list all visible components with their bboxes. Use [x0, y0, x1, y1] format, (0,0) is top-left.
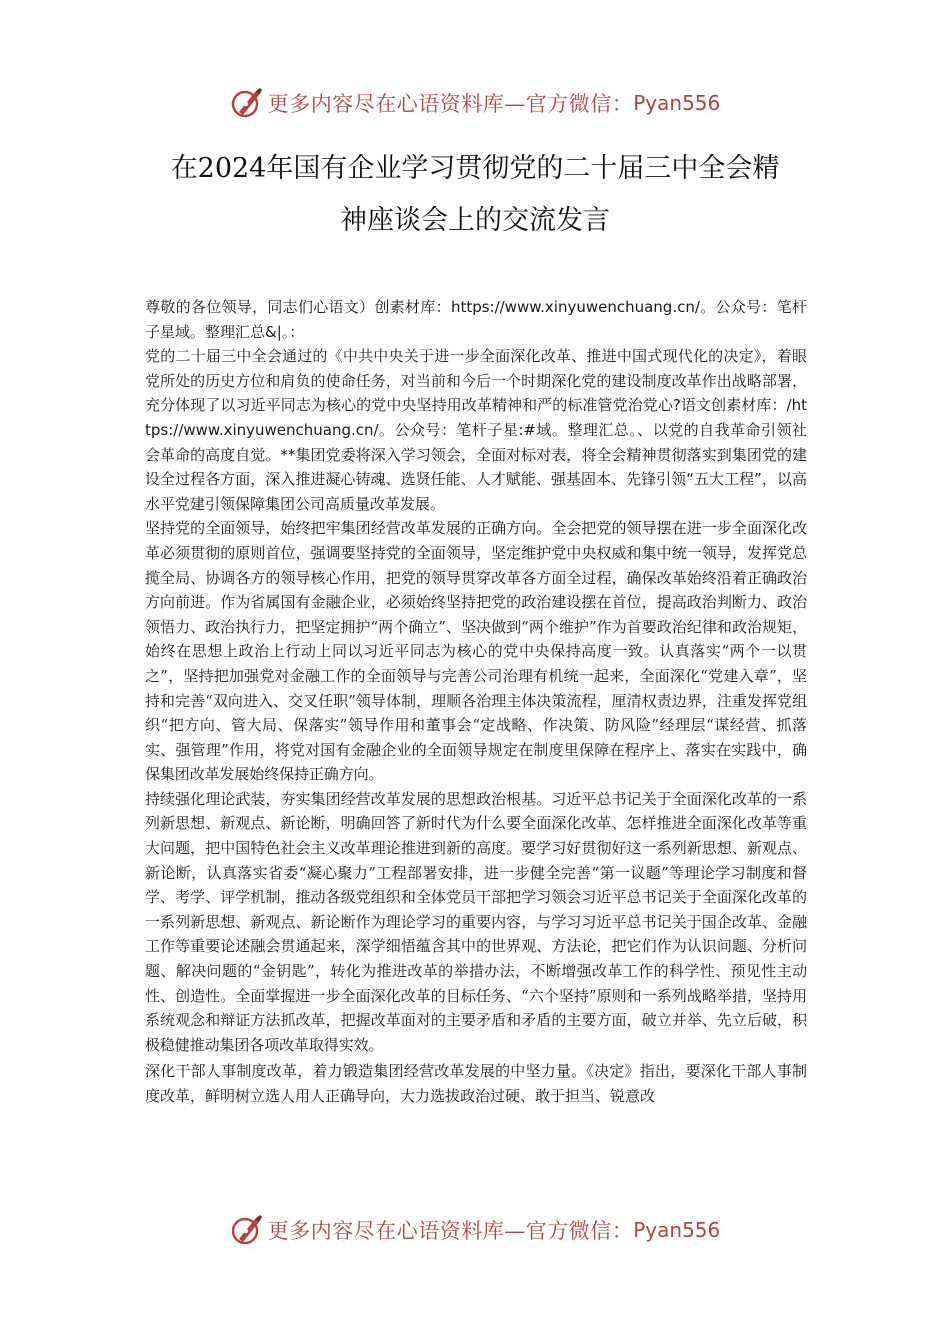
paragraph-cadre-reform: 深化干部人事制度改革，着力锻造集团经营改革发展的中坚力量。《决定》指出，要深化干部人事制度改革，鲜明树立选人用人正确导向，大力选拔政治过硬、敢于担当、锐意改 [145, 1062, 807, 1105]
paragraph-intro: 党的二十届三中全会通过的《中共中央关于进一步全面深化改革、推进中国式现代化的决定》，着眼党所处的历史方位和肩负的使命任务，对当前和今后一个时期深化党的建设制度改革作出战略部署，充分体现了以习近平同志为核心的党中央坚持用改革精神和严的标准管党治党心?语文创素材库：/https://www.xinyuwenchuang.cn/。公众号：笔杆子星:#域。整理汇总。、以党的自我革命引领社会革命的高度自觉。**集团党委将深入学习领会，全面对标对表，将全会精神贯彻落实到集团党的建设全过程各方面，深入推进凝心铸魂、选贤任能、人才赋能、强基固本、先锋引领“五大工程”，以高水平党建引领保障集团公司高质量改革发展。 [145, 347, 807, 513]
paragraph-theory: 持续强化理论武装，夯实集团经营改革发展的思想政治根基。习近平总书记关于全面深化改革的一系列新思想、新观点、新论断，明确回答了新时代为什么要全面深化改革、怎样推进全面深化改革等重大问题，把中国特色社会主义改革理论推进到新的高度。要学习好贯彻好这一系列新思想、新观点、新论断，认真落实省委“凝心聚力”工程部署安排，进一步健全完善“第一议题”等理论学习制度和督学、考学、评学机制，推动各级党组织和全体党员干部把学习领会习近平总书记关于全面深化改革的一系列新思想、新观点、新论断作为理论学习的重要内容，与学习习近平总书记关于国企改革、金融工作等重要论述融会贯通起来，深学细悟蕴含其中的世界观、方法论，把它们作为认识问题、分析问题、解决问题的“金钥匙”，转化为推进改革的举措办法，不断增强改革工作的科学性、预见性主动性、创造性。全面掌握进一步全面深化改革的目标任务、“六个坚持”原则和一系列战略举措，坚持用系统观念和辩证方法抓改革，把握改革面对的主要矛盾和矛盾的主要方面，破立并举、先立后破，积极稳健推动集团各项改革取得实效。 [145, 789, 807, 1054]
pen-nib-seal-icon [230, 1213, 264, 1247]
banner-text: 更多内容尽在心语资料库—官方微信： [267, 1219, 634, 1243]
pen-nib-seal-icon [230, 86, 264, 120]
wechat-id: Pyan556 [633, 91, 721, 115]
paragraph-greeting: 尊敬的各位领导，同志们心语文）创素材库：https://www.xinyuwenchuang.cn/。公众号：笔杆子星域。整理汇总&|。： [145, 298, 807, 341]
footer-banner [0, 1208, 950, 1252]
title-line-1: 在2024年国有企业学习贯彻党的二十届三中全会精 [170, 153, 780, 184]
title-line-2: 神座谈会上的交流发言 [340, 205, 610, 236]
document-title [120, 143, 830, 247]
header-banner [0, 81, 950, 125]
banner-text: 更多内容尽在心语资料库—官方微信： [267, 92, 634, 116]
wechat-id: Pyan556 [633, 1218, 721, 1242]
paragraph-party-leadership: 坚持党的全面领导，始终把牢集团经营改革发展的正确方向。全会把党的领导摆在进一步全面深化改革必须贯彻的原则首位，强调要坚持党的全面领导，坚定维护党中央权威和集中统一领导，发挥党总揽全局、协调各方的领导核心作用，把党的领导贯穿改革各方面全过程，确保改革始终沿着正确政治方向前进。作为省属国有金融企业，必须始终坚持把党的政治建设摆在首位，提高政治判断力、政治领悟力、政治执行力，把坚定拥护“两个确立”、坚决做到“两个维护”作为首要政治纪律和政治规矩，始终在思想上政治上行动上同以习近平同志为核心的党中央保持高度一致。认真落实“两个一以贯之”，坚持把加强党对金融工作的全面领导与完善公司治理有机统一起来，全面深化“党建入章”，坚持和完善“双向进入、交叉任职”领导体制，理顺各治理主体决策流程，厘清权责边界，注重发挥党组织“把方向、管大局、保落实”领导作用和董事会“定战略、作决策、防风险”经理层“谋经营、抓落实、强管理”作用，将党对国有金融企业的全面领导规定在制度里保障在程序上、落实在实践中，确保集团改革发展始终保持正确方向。 [145, 519, 807, 784]
document-body [145, 295, 807, 1109]
